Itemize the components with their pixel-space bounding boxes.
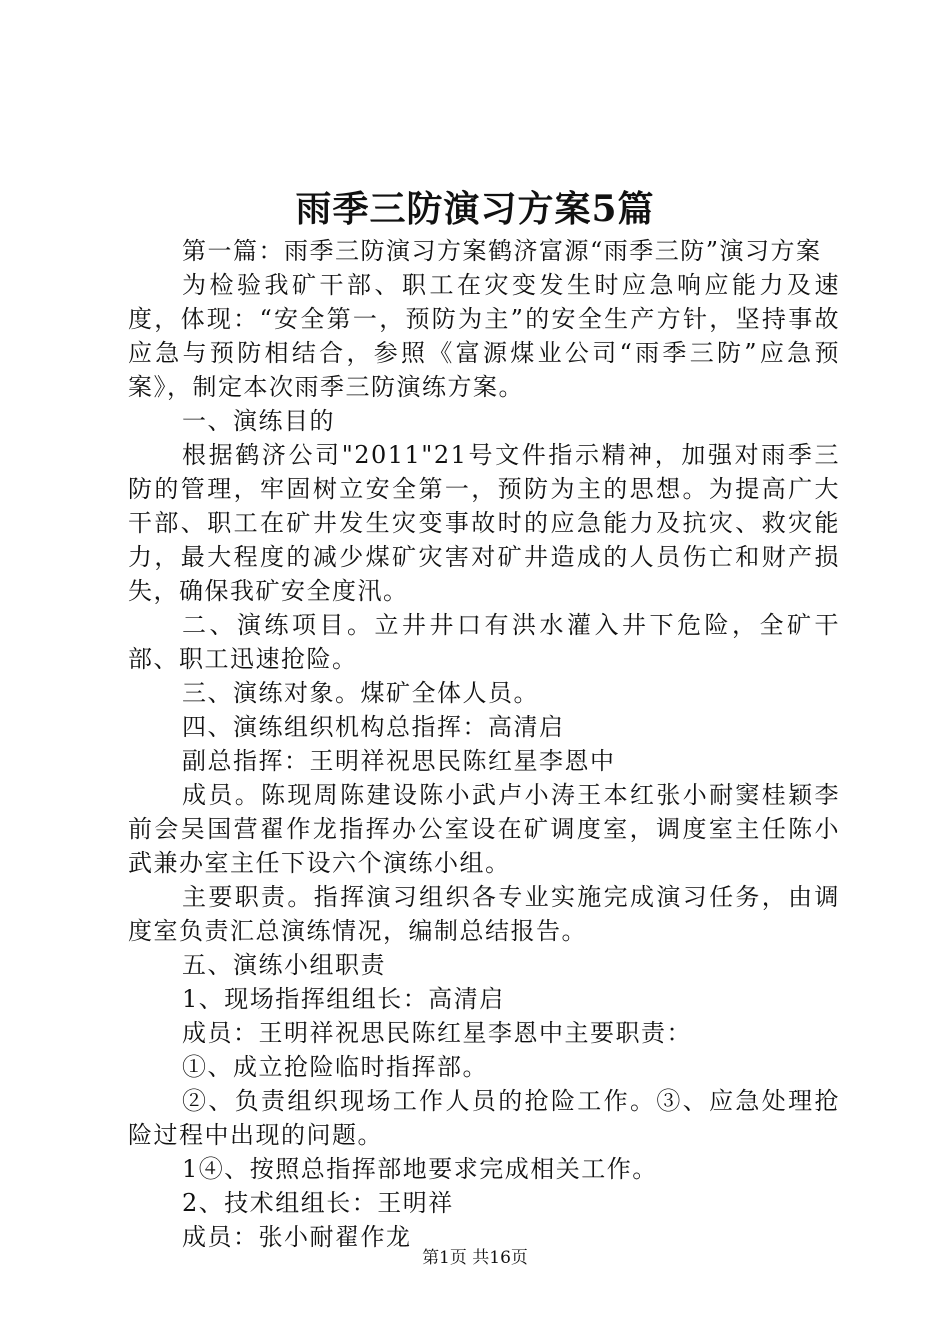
section-heading: 一、演练目的	[182, 407, 335, 435]
paragraph: ①、成立抢险临时指挥部。	[182, 1053, 488, 1081]
paragraph: 主要职责。指挥演习组织各专业实施完成演习任务，由调度室负责汇总演练情况，编制总结报告。	[128, 883, 840, 945]
paragraph: 第一篇：雨季三防演习方案鹤济富源“雨季三防”演习方案	[182, 237, 822, 265]
paragraph: 成员：王明祥祝思民陈红星李恩中主要职责：	[182, 1019, 692, 1047]
paragraph: 二、演练项目。立井井口有洪水灌入井下危险，全矿干部、职工迅速抢险。	[128, 611, 840, 673]
paragraph: 1、现场指挥组组长：高清启	[182, 985, 505, 1013]
paragraph: 成员：张小耐翟作龙	[182, 1223, 412, 1251]
paragraph: 2、技术组组长：王明祥	[182, 1189, 454, 1217]
section-heading: 五、演练小组职责	[182, 951, 386, 979]
paragraph: 根据鹤济公司"2011"21号文件指示精神，加强对雨季三防的管理，牢固树立安全第一，预防为主的思想。为提高广大干部、职工在矿井发生灾变事故时的应急能力及抗灾、救灾能力，最大程度的减少煤矿灾害对矿井造成的人员伤亡和财产损失，确保我矿安全度汛。	[128, 441, 840, 605]
paragraph: 三、演练对象。煤矿全体人员。	[182, 679, 539, 707]
page-number-footer: 第1页 共16页	[422, 1248, 528, 1268]
paragraph: 副总指挥：王明祥祝思民陈红星李恩中	[182, 747, 616, 775]
paragraph: 成员。陈现周陈建设陈小武卢小涛王本红张小耐窦桂颖李前会吴国营翟作龙指挥办公室设在矿调度室，调度室主任陈小武兼办室主任下设六个演练小组。	[128, 781, 840, 877]
document-body	[128, 234, 840, 1254]
paragraph: 为检验我矿干部、职工在灾变发生时应急响应能力及速度，体现：“安全第一，预防为主”的安全生产方针，坚持事故应急与预防相结合，参照《富源煤业公司“雨季三防”应急预案》，制定本次雨季三防演练方案。	[128, 271, 840, 401]
paragraph: 四、演练组织机构总指挥：高清启	[182, 713, 565, 741]
paragraph: ②、负责组织现场工作人员的抢险工作。③、应急处理抢险过程中出现的问题。	[128, 1087, 840, 1149]
paragraph: 1④、按照总指挥部地要求完成相关工作。	[182, 1155, 658, 1183]
document-title: 雨季三防演习方案5篇	[295, 188, 655, 230]
